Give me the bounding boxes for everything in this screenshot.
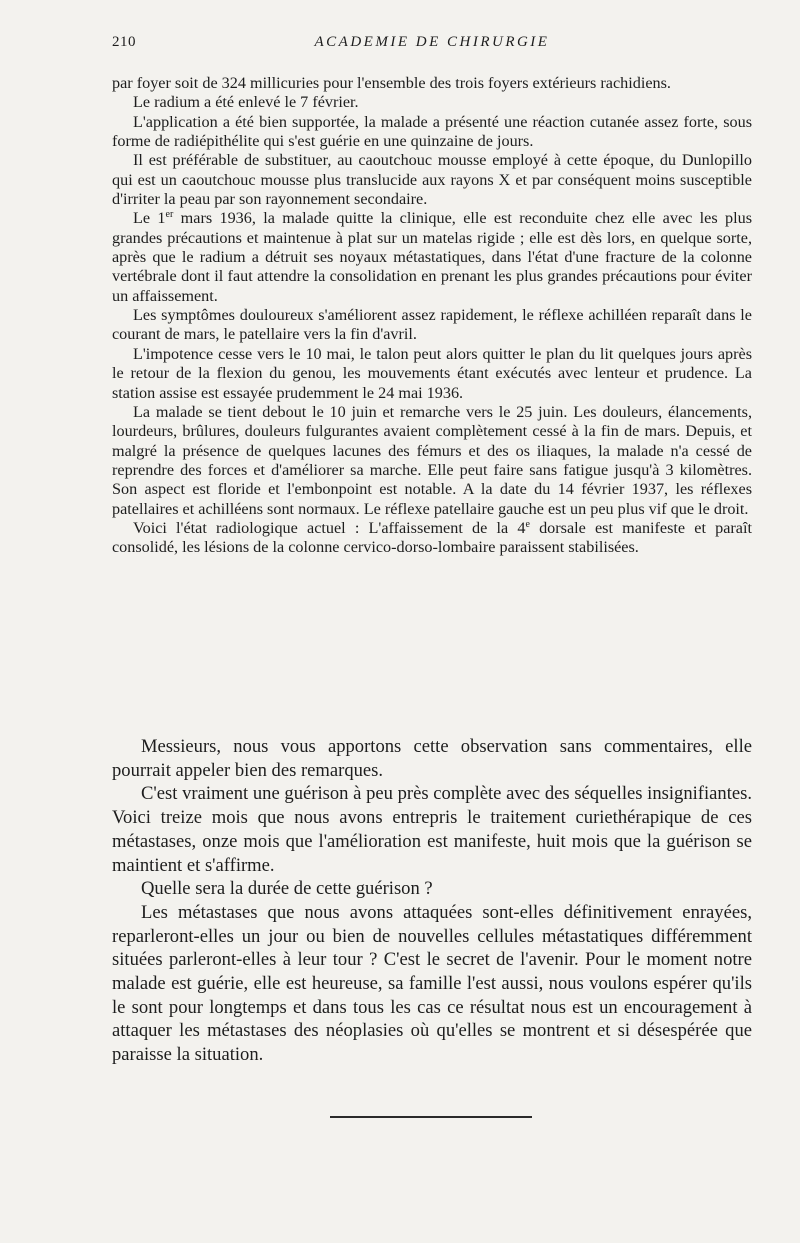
page-number: 210 (112, 34, 136, 50)
running-title: ACADEMIE DE CHIRURGIE (314, 34, 550, 50)
paragraph: Les métastases que nous avons attaquées sont-elles définitivement enrayées, reparleront-elles un jour ou bien de nouvelles cellules métastatiques différemment situées parleront-elles à leur tour ? C'est le secret de l'avenir. Pour le moment notre malade est guérie, elle est heureuse, sa famille l'est aussi, nous voulons espérer qu'ils le sont pour longtemps et dans tous les cas ce résultat nous est un encouragement à attaquer les métastases des néoplasies où qu'elles se montrent et si désespérée que paraisse la situation. (112, 901, 752, 1066)
text-run: mars 1936, la malade quitte la clinique, elle est reconduite chez elle avec les plus grandes précautions et maintenue à plat sur un matelas rigide ; elle est dès lors, en quelque sorte, après que le radium a détruit ses noyaux métastatiques, dans l'état d'une fracture de la colonne vertébrale dont il faut attendre la consolidation en prenant les plus grandes précautions pour éviter un affaissement. (112, 209, 752, 305)
case-report-section (112, 74, 752, 558)
paragraph: Messieurs, nous vous apportons cette observation sans commentaires, elle pourrait appeler bien des remarques. (112, 736, 752, 781)
conclusion-section (112, 735, 752, 1067)
end-rule (330, 1116, 532, 1118)
paragraph: La malade se tient debout le 10 juin et remarche vers le 25 juin. Les douleurs, élancements, lourdeurs, brûlures, douleurs fulgurantes avaient complètement cessé à la fin de mars. Depuis, et malgré la présence de quelques lacunes des fémurs et des os iliaques, la malade n'a cessé de reprendre des forces et d'améliorer sa marche. Elle peut faire sans fatigue jusqu'à 3 kilomètres. Son aspect est floride et l'embonpoint est notable. A la date du 14 février 1937, les réflexes patellaires et achilléens sont normaux. Le réflexe patellaire gauche est un peu plus vif que le droit. (112, 402, 752, 518)
text-run: dorsale est manifeste et paraît consolidé, les lésions de la colonne cervico-dorso-lombaire paraissent stabilisées. (112, 518, 752, 557)
paragraph (112, 209, 752, 306)
paragraph: Les symptômes douloureux s'améliorent assez rapidement, le réflexe achilléen reparaît dans le courant de mars, le patellaire vers la fin d'avril. (112, 306, 752, 344)
paragraph: L'impotence cesse vers le 10 mai, le talon peut alors quitter le plan du lit quelques jours après le retour de la flexion du genou, les mouvements étant exécutés avec lenteur et prudence. La station assise est essayée prudemment le 24 mai 1936. (112, 344, 752, 402)
paragraph: Le radium a été enlevé le 7 février. (133, 93, 359, 112)
page-header (112, 34, 752, 58)
text-run: Voici l'état radiologique actuel : L'affaissement de la 4 (133, 518, 526, 537)
text-run: Le 1 (133, 209, 166, 228)
paragraph: Quelle sera la durée de cette guérison ? (141, 878, 433, 900)
paragraph: C'est vraiment une guérison à peu près complète avec des séquelles insignifiantes. Voici treize mois que nous avons entrepris le traitement curiethérapique de ces métastases, onze mois que l'amélioration est manifeste, huit mois que la guérison se maintient et s'affirme. (112, 783, 752, 876)
superscript: e (525, 518, 530, 530)
paragraph: Il est préférable de substituer, au caoutchouc mousse employé à cette époque, du Dunlopillo qui est un caoutchouc mousse plus translucide aux rayons X et par conséquent moins susceptible d'irriter la peau par son rayonnement secondaire. (112, 151, 752, 209)
paragraph: par foyer soit de 324 millicuries pour l'ensemble des trois foyers extérieurs rachidiens. (112, 74, 671, 92)
superscript: er (165, 209, 174, 221)
paragraph (112, 519, 752, 558)
paragraph: L'application a été bien supportée, la malade a présenté une réaction cutanée assez forte, sous forme de radiépithélite qui s'est guérie en une quinzaine de jours. (112, 112, 752, 151)
